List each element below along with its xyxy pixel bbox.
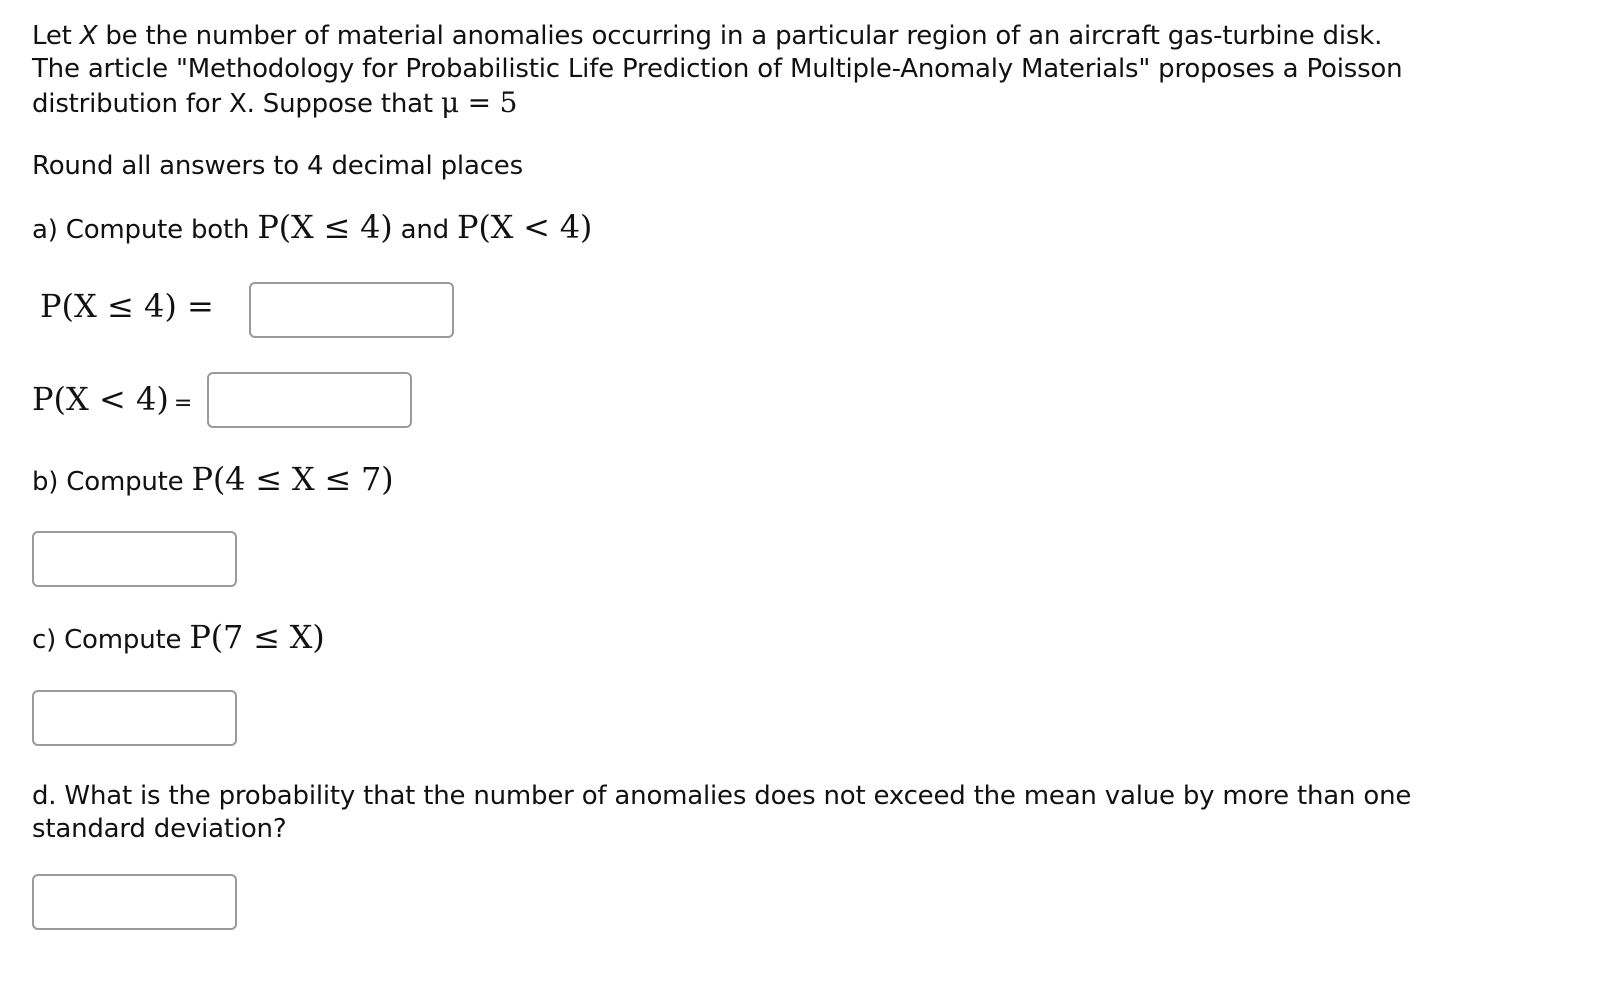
- part-a-field1-label: P(X ≤ 4) =: [40, 287, 214, 325]
- answer-input-part-b[interactable]: [32, 531, 237, 587]
- intro-line-1: Let X be the number of material anomalies occurring in a particular region of an aircraft gas-turbine disk.: [32, 21, 1383, 51]
- problem-statement: [32, 20, 1572, 121]
- part-b-expr: P(4 ≤ X ≤ 7): [191, 460, 394, 498]
- answer-input-p-lt-4[interactable]: [207, 372, 412, 428]
- part-c-expr: P(7 ≤ X): [189, 618, 325, 656]
- part-c-prompt: c) Compute P(7 ≤ X): [32, 618, 325, 656]
- answer-input-p-le-4[interactable]: [249, 282, 454, 338]
- part-a-expr-le: P(X ≤ 4): [257, 208, 393, 246]
- part-b-prompt: b) Compute P(4 ≤ X ≤ 7): [32, 460, 394, 498]
- part-a-field2-label: P(X < 4) =: [32, 380, 193, 418]
- mu-expression: μ = 5: [440, 86, 518, 119]
- answer-input-part-d[interactable]: [32, 874, 237, 930]
- rounding-note: Round all answers to 4 decimal places: [32, 151, 523, 181]
- part-a-expr-lt: P(X < 4): [456, 208, 593, 246]
- intro-line-2: The article "Methodology for Probabilistic Life Prediction of Multiple-Anomaly Materials" proposes a Poisson: [32, 54, 1403, 84]
- part-a-prompt: a) Compute both P(X ≤ 4) and P(X < 4): [32, 208, 593, 246]
- answer-input-part-c[interactable]: [32, 690, 237, 746]
- part-d-prompt: d. What is the probability that the number of anomalies does not exceed the mean value by more than one standard deviation?: [32, 781, 1412, 844]
- variable-x: X: [79, 21, 98, 51]
- intro-line-3: distribution for X. Suppose that μ = 5: [32, 86, 518, 119]
